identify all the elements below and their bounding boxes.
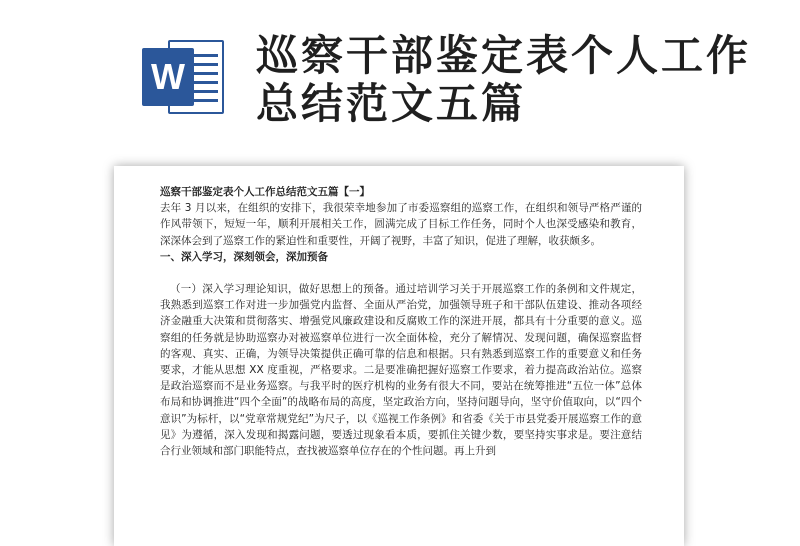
- header: [0, 0, 800, 150]
- document-preview: [114, 166, 684, 546]
- section-1-heading: 一、深入学习，深刻领会，深加预备: [160, 250, 328, 263]
- page-title: 巡察干部鉴定表个人工作总结范文五篇: [256, 31, 752, 128]
- word-icon: [142, 36, 226, 118]
- word-icon-letter: W: [142, 48, 194, 106]
- document-content: [160, 184, 642, 459]
- document-heading: 巡察干部鉴定表个人工作总结范文五篇【一】: [160, 186, 370, 198]
- paragraph-2: （一）深入学习理论知识，做好思想上的预备。通过培训学习关于开展巡察工作的条例和文件规定，我熟悉到巡察工作对进一步加强党内监督、全面从严治党，加强领导班子和干部队伍建设、推动各项经济金融重大决策和贯彻落实、增强党风廉政建设和反腐败工作的深进开展，都具有十分重要的意义。巡察组的任务就是协助巡察办对被巡察单位进行一次全面体检，充分了解情况、发现问题，确保巡察监督的客观、真实、正确，为领导决策提供正确可靠的信息和根据。只有熟悉到巡察工作的重要意义和任务要求，才能从思想 XX 度重视，严格要求。二是要准确把握好巡察工作要求，着力提高政治站位。巡察是政治巡察而不是业务巡察。与我平时的医疗机构的业务有很大不同，要站在统筹推进“五位一体”总体布局和协调推进“四个全面”的战略布局的高度，坚定政治方向，坚持问题导向，坚守价值取向，以“四个意识”为标杆，以“党章常规党纪”为尺子，以《巡视工作条例》和省委《关于市县党委开展巡察工作的意见》为遵循，深入发现和揭露问题，要透过现象看本质，要抓住关键少数，要坚持实事求是。要注意结合行业领域和部门职能特点，查找被巡察单位存在的个性问题。再上升到: [160, 283, 642, 458]
- paragraph-1: 去年 3 月以来，在组织的安排下，我很荣幸地参加了市委巡察组的巡察工作，在组织和领导严格严谨的作风带领下，短短一年，顺利开展相关工作，圆满完成了目标工作任务，同时个人也深受感染和教育，深深体会到了巡察工作的紧迫性和重要性，开阔了视野，丰富了知识，促进了理解，收获颇多。: [160, 202, 642, 247]
